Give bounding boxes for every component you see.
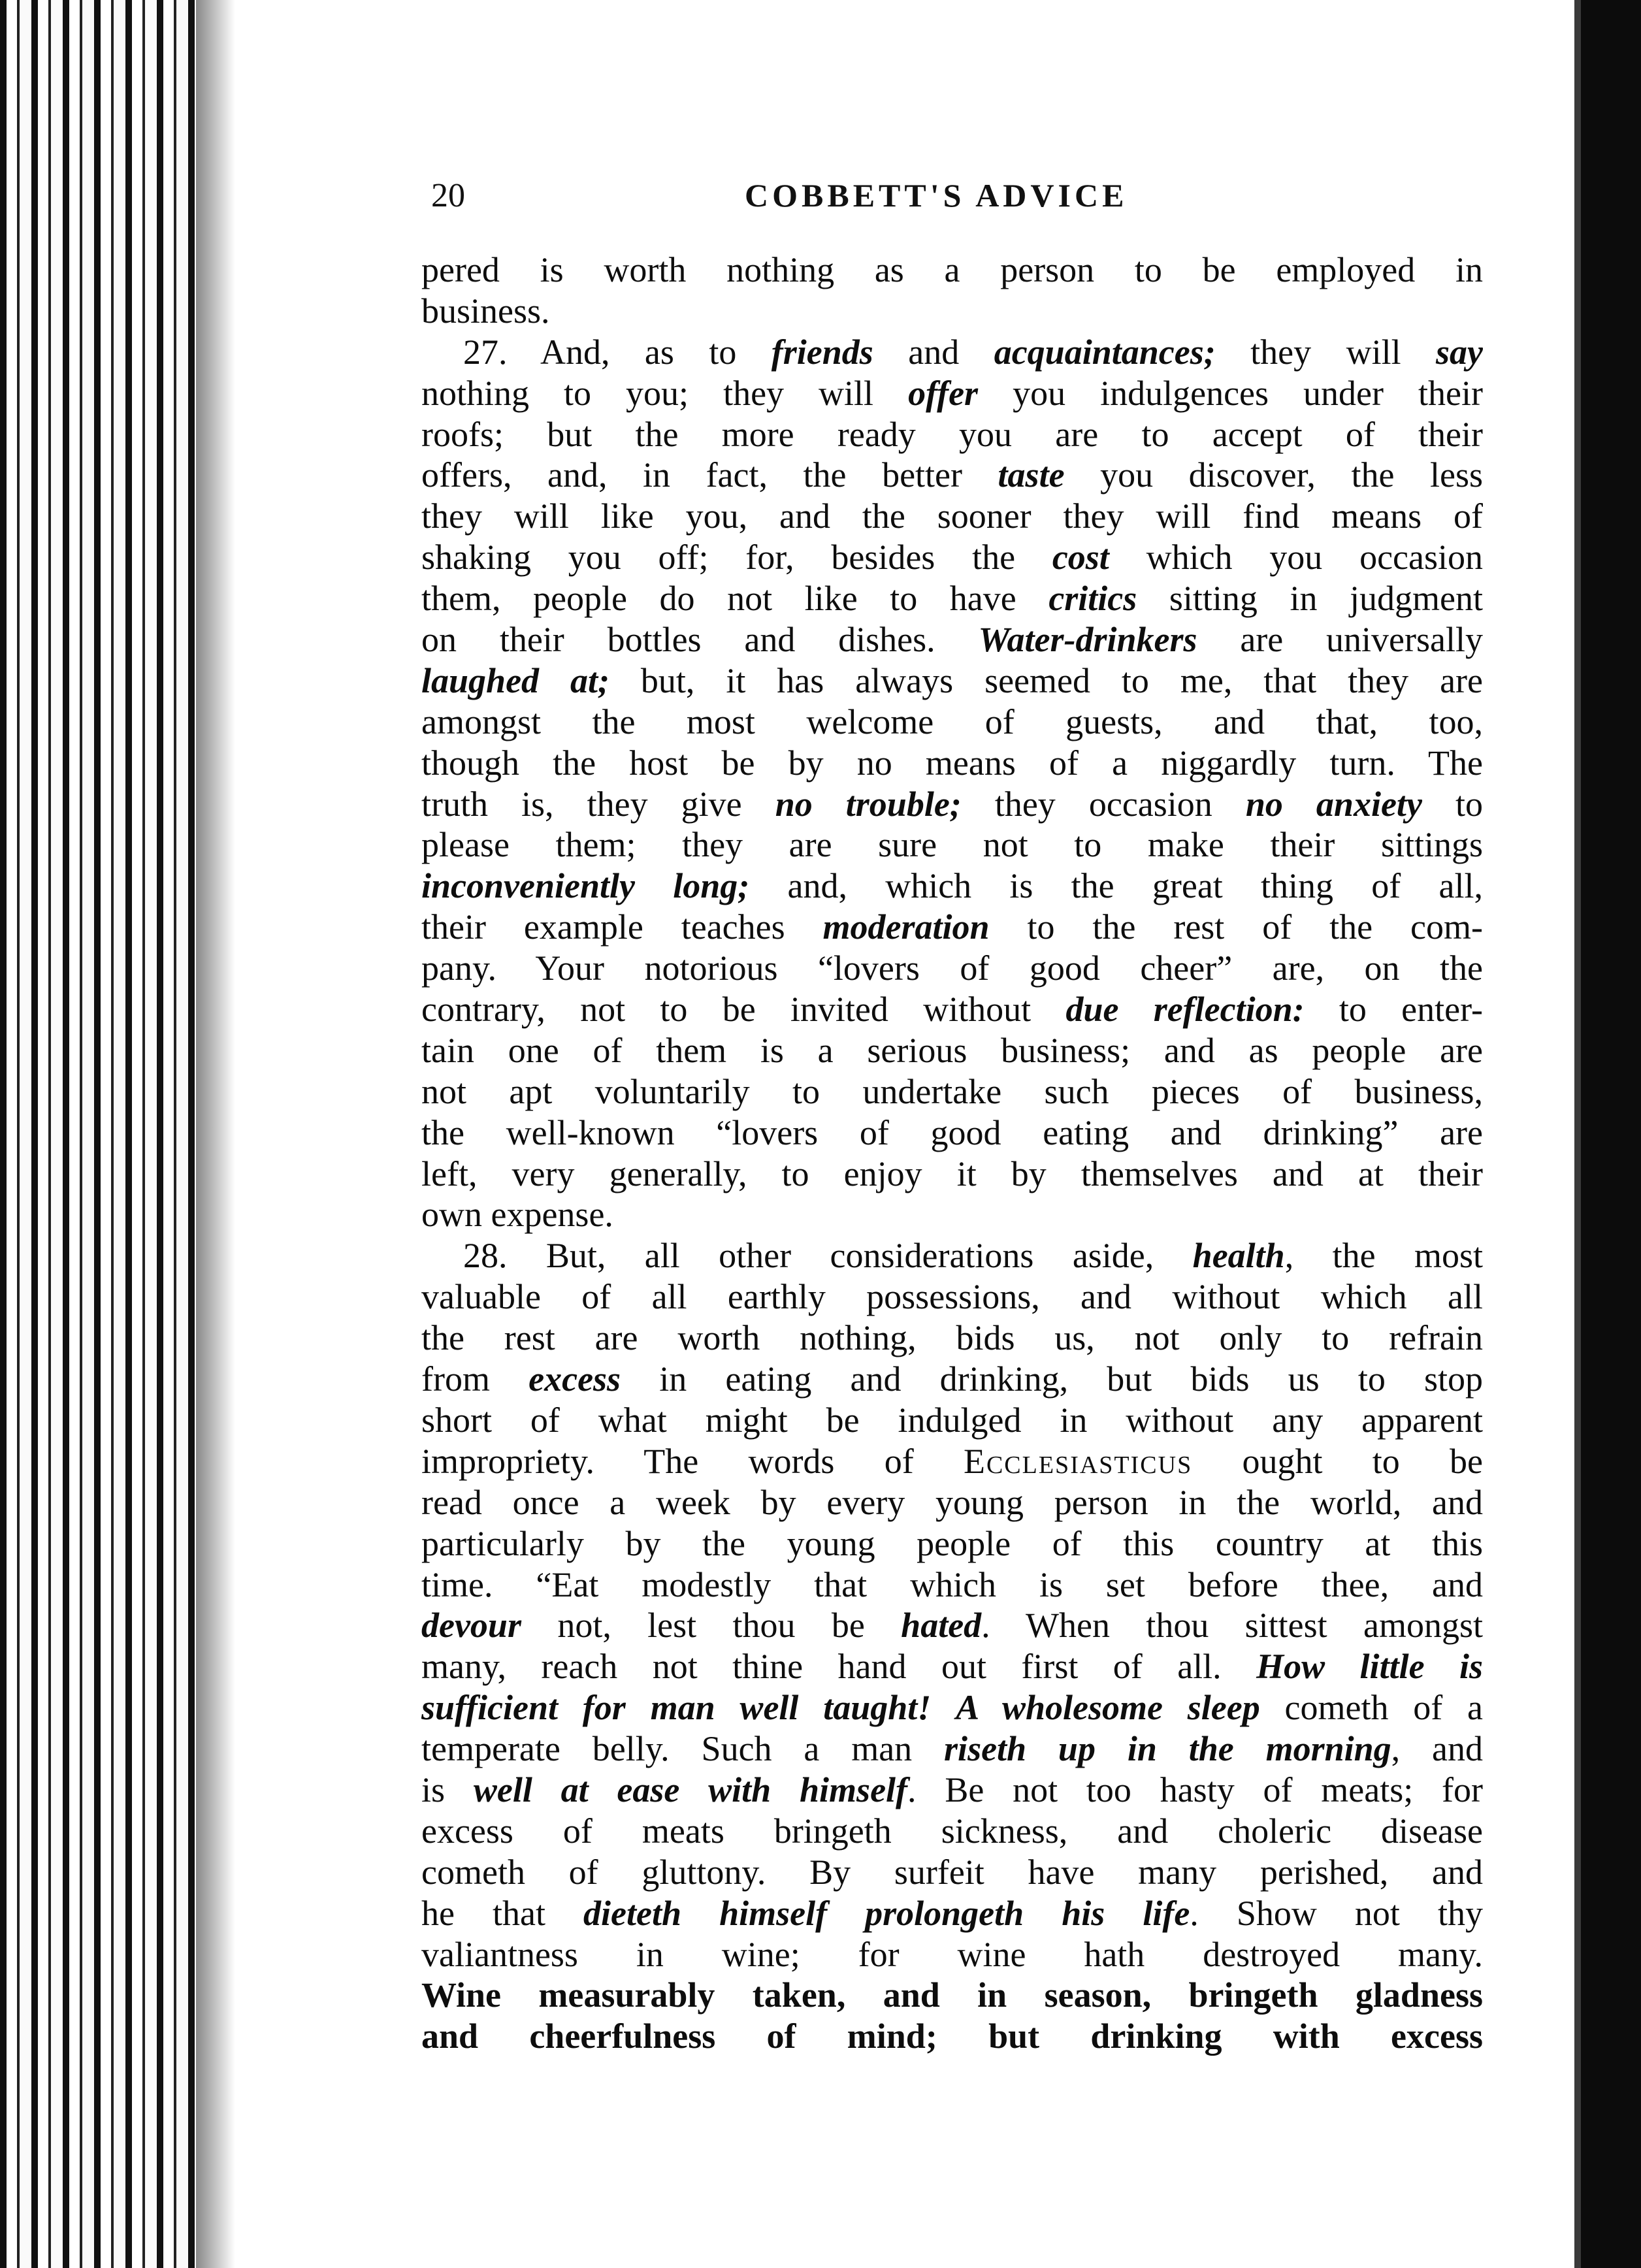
text-line xyxy=(421,1400,1483,1441)
italic-emphasis: excess xyxy=(528,1359,621,1399)
right-border-shadow xyxy=(1574,0,1581,2268)
text-run: short of what might be indulged in without any apparent xyxy=(421,1400,1483,1440)
italic-emphasis: no anxiety xyxy=(1245,784,1422,824)
text-line xyxy=(421,1112,1483,1154)
text-run: , the most xyxy=(1284,1236,1483,1276)
text-run: and, which is the great thing of all, xyxy=(749,866,1483,906)
text-run: roofs; but the more ready you are to accept of their xyxy=(421,414,1483,454)
italic-emphasis: moderation xyxy=(822,907,990,947)
text-line xyxy=(421,989,1483,1030)
text-run: . Show not thy xyxy=(1190,1893,1483,1933)
text-line xyxy=(421,619,1483,660)
text-run: on their bottles and dishes. xyxy=(421,620,979,660)
text-line xyxy=(421,291,1483,332)
text-run: shaking you off; for, besides the xyxy=(421,538,1052,577)
text-run: offers, and, in fact, the better xyxy=(421,455,998,495)
text-run: in eating and drinking, but bids us to stop xyxy=(621,1359,1483,1399)
text-line xyxy=(421,1811,1483,1852)
text-run: their example teaches xyxy=(421,907,823,947)
text-run: left, very generally, to enjoy it by themselves and at their xyxy=(421,1154,1483,1193)
text-run: excess of meats bringeth sickness, and choleric disease xyxy=(421,1811,1483,1851)
text-run: them, people do not like to have xyxy=(421,579,1049,619)
italic-emphasis: due reflection: xyxy=(1065,990,1305,1029)
text-run: from xyxy=(421,1359,529,1399)
text-run: pany. Your notorious “lovers of good cheer” are, on the xyxy=(421,948,1483,988)
text-line xyxy=(421,1071,1483,1112)
text-run: you discover, the less xyxy=(1064,455,1483,495)
text-run: particularly by the young people of this country at this xyxy=(421,1523,1483,1563)
text-line xyxy=(421,1934,1483,1975)
text-run: they will xyxy=(1215,332,1437,372)
italic-emphasis: acquaintances; xyxy=(994,332,1216,372)
text-line xyxy=(421,907,1483,948)
text-run: valiantness in wine; for wine hath destroyed many. xyxy=(421,1934,1483,1974)
text-run: to xyxy=(1422,784,1483,824)
italic-emphasis: sufficient for man well taught! xyxy=(421,1688,932,1728)
text-line xyxy=(421,578,1483,619)
text-line xyxy=(421,1852,1483,1893)
text-run: cometh of gluttony. By surfeit have many perished, and xyxy=(421,1852,1483,1892)
text-run: the rest are worth nothing, bids us, not only to refrain xyxy=(421,1318,1483,1358)
italic-emphasis: cost xyxy=(1052,538,1109,577)
text-line xyxy=(421,250,1483,291)
text-run: is xyxy=(421,1770,474,1809)
text-run: ought to be xyxy=(1192,1441,1483,1481)
text-line xyxy=(421,1030,1483,1071)
italic-emphasis: devour xyxy=(421,1606,521,1645)
text-line xyxy=(421,1728,1483,1770)
text-line xyxy=(421,1441,1483,1482)
text-line xyxy=(421,1523,1483,1564)
text-run: nothing to you; they will xyxy=(421,373,909,413)
text-run: pered is worth nothing as a person to be employed in xyxy=(421,250,1483,289)
text-line xyxy=(421,1359,1483,1400)
italic-emphasis: hated xyxy=(901,1606,982,1645)
text-run: valuable of all earthly possessions, and without which all xyxy=(421,1277,1483,1317)
text-run: . When thou sittest amongst xyxy=(981,1606,1483,1645)
right-scan-border xyxy=(1581,0,1641,2268)
text-line xyxy=(421,2016,1483,2057)
text-line xyxy=(421,948,1483,989)
text-line xyxy=(421,537,1483,578)
text-line xyxy=(421,373,1483,414)
text-line xyxy=(421,1276,1483,1318)
italic-emphasis: no trouble; xyxy=(775,784,962,824)
text-run: he that xyxy=(421,1893,584,1933)
text-line xyxy=(421,1975,1483,2016)
text-line xyxy=(421,1770,1483,1811)
text-line xyxy=(421,660,1483,702)
text-run: . Be not too hasty of meats; for xyxy=(907,1770,1483,1809)
page-number: 20 xyxy=(431,177,465,214)
italic-emphasis: How little is xyxy=(1256,1647,1483,1687)
text-line xyxy=(421,1318,1483,1359)
text-run: they occasion xyxy=(961,784,1246,824)
italic-emphasis: A wholesome sleep xyxy=(956,1688,1260,1728)
text-run: to enter- xyxy=(1304,990,1483,1029)
text-line xyxy=(421,1893,1483,1934)
text-run: temperate belly. Such a man xyxy=(421,1729,945,1769)
text-line xyxy=(421,1235,1483,1276)
text-run: own expense. xyxy=(421,1195,613,1235)
text-run: please them; they are sure not to make their sittings xyxy=(421,825,1483,865)
gutter-shadow xyxy=(196,0,235,2268)
page-header xyxy=(431,176,1463,229)
text-line xyxy=(421,455,1483,496)
text-run: you indulgences under their xyxy=(978,373,1483,413)
italic-emphasis: riseth up in the morning xyxy=(944,1729,1391,1769)
text-run: read once a week by every young person in the world, and xyxy=(421,1482,1483,1522)
body-text xyxy=(421,250,1483,2057)
text-line xyxy=(421,332,1483,373)
text-line xyxy=(421,1154,1483,1195)
text-line xyxy=(421,702,1483,743)
text-line xyxy=(421,1605,1483,1646)
text-run: but, it has always seemed to me, that they are xyxy=(609,660,1483,700)
text-run: though the host be by no means of a niggardly turn. The xyxy=(421,743,1483,783)
text-run: are universally xyxy=(1197,620,1483,660)
italic-emphasis: Water-drinkers xyxy=(978,620,1197,660)
text-run: not apt voluntarily to undertake such pieces of business, xyxy=(421,1071,1483,1111)
italic-emphasis: health xyxy=(1192,1236,1285,1276)
text-run: the well-known “lovers of good eating and drinking” are xyxy=(421,1112,1483,1152)
text-run: time. “Eat modestly that which is set before thee, and xyxy=(421,1564,1483,1604)
text-line xyxy=(421,784,1483,825)
text-run: and xyxy=(873,332,994,372)
text-line xyxy=(421,496,1483,537)
text-run: business. xyxy=(421,291,550,331)
text-line xyxy=(421,414,1483,455)
text-line xyxy=(421,824,1483,866)
text-run: 27. And, as to xyxy=(463,332,772,372)
text-run: contrary, not to be invited without xyxy=(421,990,1066,1029)
italic-emphasis: critics xyxy=(1048,579,1137,619)
text-line xyxy=(421,866,1483,907)
text-line xyxy=(421,1564,1483,1606)
text-line xyxy=(421,1482,1483,1523)
text-run: Wine measurably taken, and in season, bringeth gladness xyxy=(421,1975,1483,2015)
text-run: cometh of a xyxy=(1259,1688,1483,1728)
text-run: many, reach not thine hand out first of all. xyxy=(421,1647,1257,1687)
text-run: and cheerfulness of mind; but drinking with excess xyxy=(421,2017,1483,2056)
text-run: truth is, they give xyxy=(421,784,775,824)
text-run: tain one of them is a serious business; and as people are xyxy=(421,1030,1483,1070)
italic-emphasis: inconveniently long; xyxy=(421,866,750,906)
text-run: sitting in judgment xyxy=(1137,579,1483,619)
text-line xyxy=(421,1646,1483,1687)
text-run: 28. But, all other considerations aside, xyxy=(463,1236,1193,1276)
text-run: they will like you, and the sooner they will find means of xyxy=(421,496,1483,536)
small-caps-name: Ecclesiasticus xyxy=(963,1441,1193,1481)
italic-emphasis: taste xyxy=(998,455,1065,495)
text-run: impropriety. The words of xyxy=(421,1441,964,1481)
text-line xyxy=(421,1194,1483,1235)
text-run xyxy=(931,1688,956,1727)
italic-emphasis: well at ease with himself xyxy=(473,1770,908,1809)
text-line xyxy=(421,1687,1483,1728)
italic-emphasis: laughed at; xyxy=(421,660,609,700)
italic-emphasis: offer xyxy=(908,373,979,413)
running-head: COBBETT'S ADVICE xyxy=(745,177,1128,214)
text-line xyxy=(421,743,1483,784)
italic-emphasis: dieteth himself prolongeth his life xyxy=(583,1893,1190,1933)
text-run: which you occasion xyxy=(1109,538,1483,577)
text-run: not, lest thou be xyxy=(521,1606,902,1645)
italic-emphasis: friends xyxy=(771,332,873,372)
italic-emphasis: say xyxy=(1436,332,1483,372)
text-run: , and xyxy=(1391,1729,1483,1769)
text-run: amongst the most welcome of guests, and that, too, xyxy=(421,702,1483,741)
text-run: to the rest of the com- xyxy=(989,907,1483,947)
